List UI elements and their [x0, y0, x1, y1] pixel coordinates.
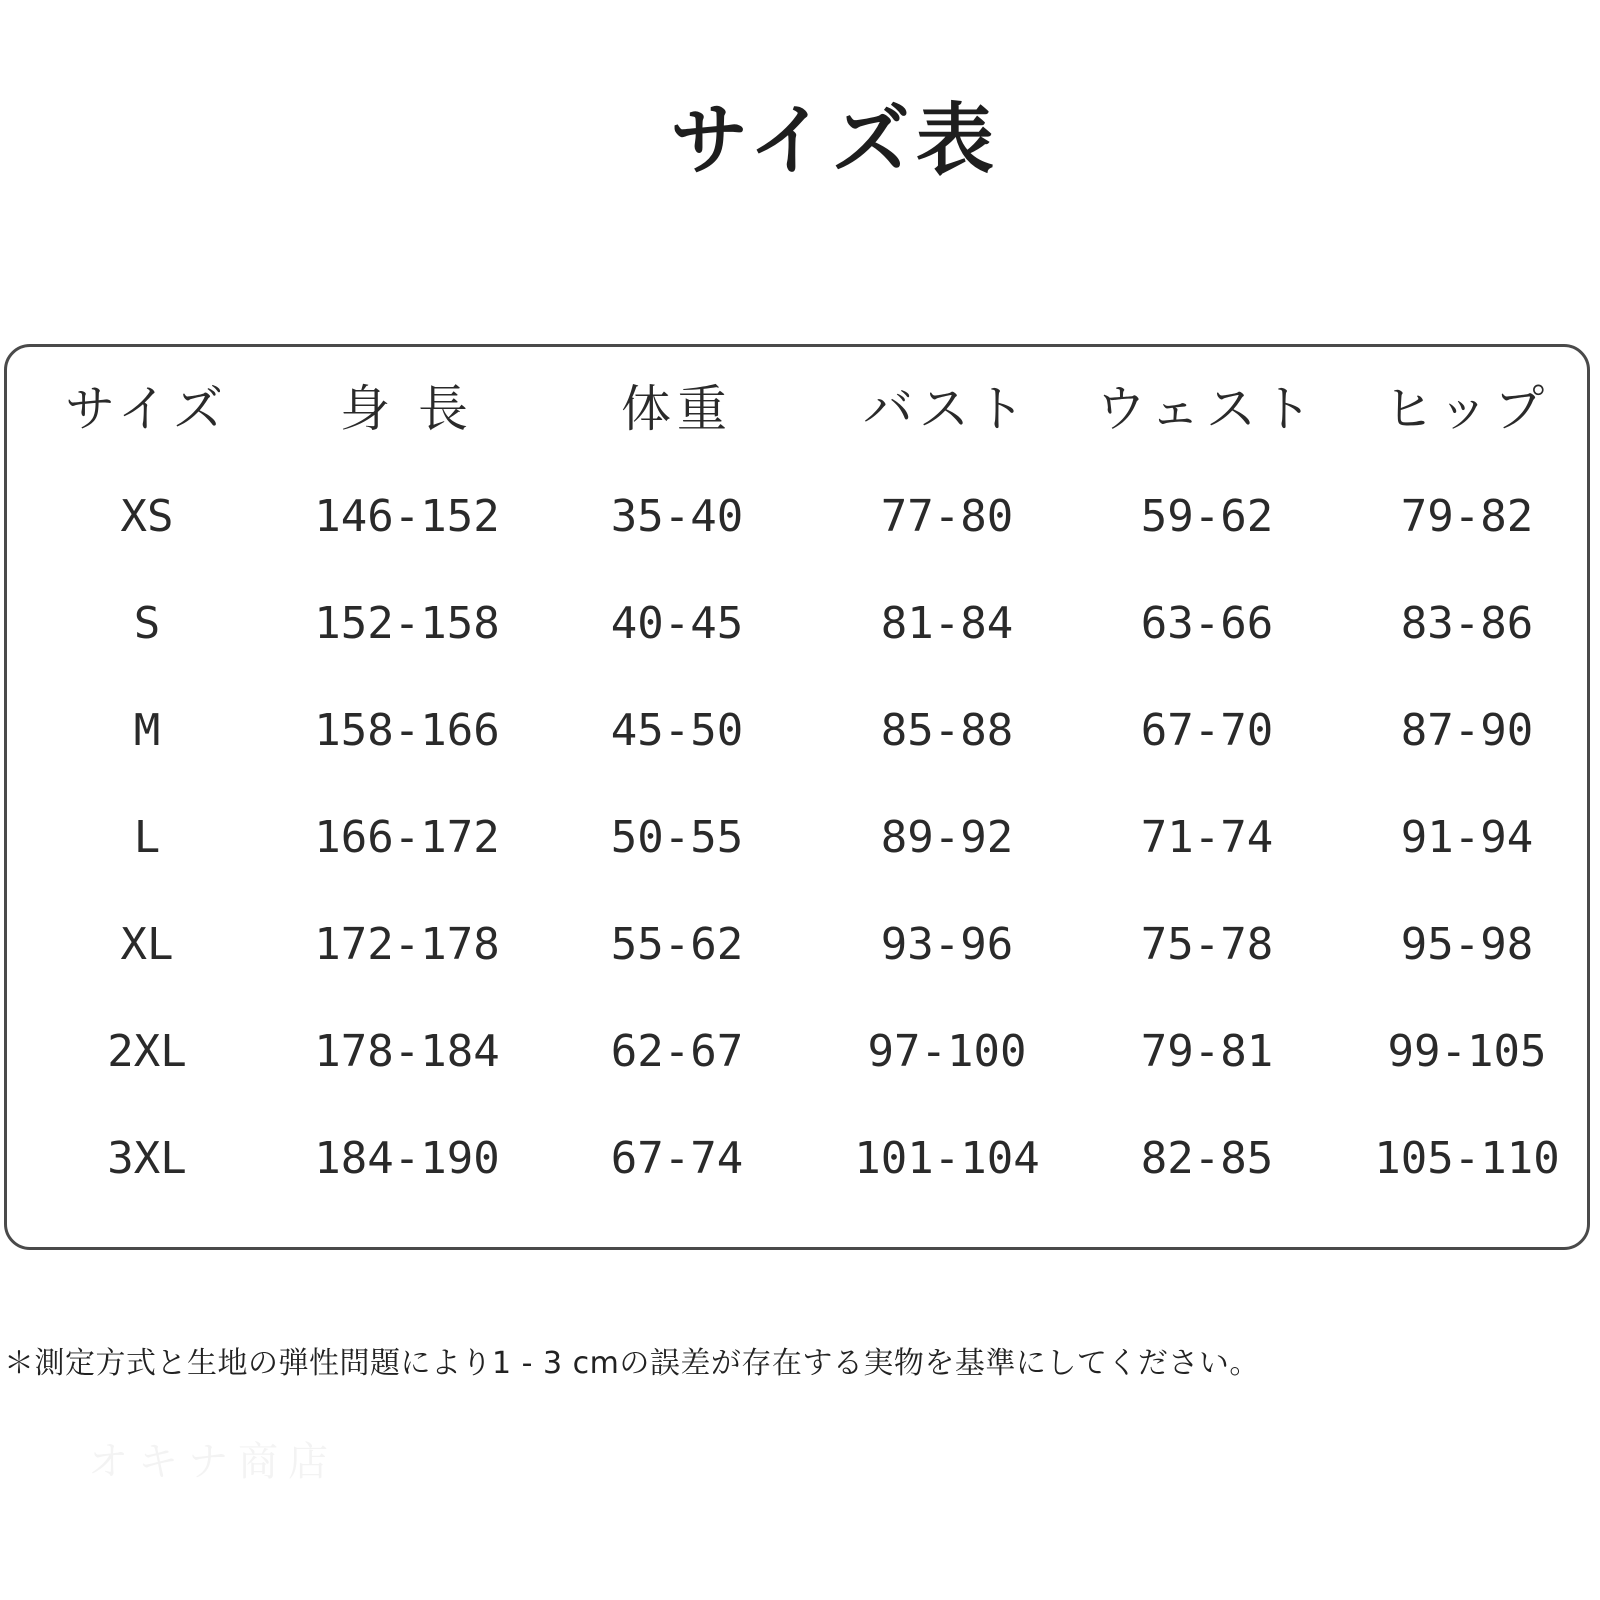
height-cell: 178-184 — [314, 1026, 500, 1077]
height-cell: 152-158 — [314, 598, 500, 649]
size-cell: XS — [120, 491, 174, 542]
hip-cell: 95-98 — [1400, 919, 1534, 970]
height-cell: 172-178 — [314, 919, 500, 970]
hip-cell: 105-110 — [1374, 1133, 1560, 1184]
bust-cell: 81-84 — [880, 598, 1014, 649]
waist-cell: 71-74 — [1140, 812, 1274, 863]
header-waist: ウェスト — [1096, 380, 1318, 438]
bust-cell: 89-92 — [880, 812, 1014, 863]
size-cell: XL — [120, 919, 174, 970]
page-title: サイズ表 — [670, 96, 1000, 186]
table-header-row — [7, 359, 1587, 459]
waist-cell: 63-66 — [1140, 598, 1274, 649]
bust-cell: 77-80 — [880, 491, 1014, 542]
waist-cell: 59-62 — [1140, 491, 1274, 542]
header-hip: ヒップ — [1383, 380, 1551, 438]
shop-watermark: オキナ商店 — [88, 1439, 338, 1485]
waist-cell: 79-81 — [1140, 1026, 1274, 1077]
weight-cell: 35-40 — [610, 491, 744, 542]
table-row — [7, 895, 1587, 995]
weight-cell: 67-74 — [610, 1133, 744, 1184]
table-row — [7, 681, 1587, 781]
header-height: 身 長 — [340, 380, 474, 438]
header-weight: 体重 — [621, 380, 733, 438]
table-row — [7, 1002, 1587, 1102]
height-cell: 166-172 — [314, 812, 500, 863]
size-cell: 2XL — [107, 1026, 187, 1077]
weight-cell: 55-62 — [610, 919, 744, 970]
table-row — [7, 788, 1587, 888]
hip-cell: 87-90 — [1400, 705, 1534, 756]
height-cell: 146-152 — [314, 491, 500, 542]
hip-cell: 91-94 — [1400, 812, 1534, 863]
hip-cell: 99-105 — [1387, 1026, 1547, 1077]
size-cell: 3XL — [107, 1133, 187, 1184]
weight-cell: 45-50 — [610, 705, 744, 756]
weight-cell: 50-55 — [610, 812, 744, 863]
bust-cell: 85-88 — [880, 705, 1014, 756]
table-row — [7, 574, 1587, 674]
height-cell: 184-190 — [314, 1133, 500, 1184]
size-cell: L — [133, 812, 161, 863]
hip-cell: 83-86 — [1400, 598, 1534, 649]
waist-cell: 67-70 — [1140, 705, 1274, 756]
header-bust: バスト — [863, 380, 1031, 438]
size-table — [4, 344, 1590, 1250]
bust-cell: 97-100 — [867, 1026, 1027, 1077]
hip-cell: 79-82 — [1400, 491, 1534, 542]
bust-cell: 101-104 — [854, 1133, 1040, 1184]
header-size: サイズ — [65, 380, 229, 438]
weight-cell: 62-67 — [610, 1026, 744, 1077]
table-row — [7, 1109, 1587, 1209]
weight-cell: 40-45 — [610, 598, 744, 649]
waist-cell: 75-78 — [1140, 919, 1274, 970]
waist-cell: 82-85 — [1140, 1133, 1274, 1184]
measurement-note: ＊測定方式と生地の弾性問題により1 - 3 cmの誤差が存在する実物を基準にしてください。 — [4, 1346, 1260, 1381]
bust-cell: 93-96 — [880, 919, 1014, 970]
table-row — [7, 467, 1587, 567]
size-cell: S — [133, 598, 161, 649]
size-cell: M — [133, 705, 161, 756]
height-cell: 158-166 — [314, 705, 500, 756]
